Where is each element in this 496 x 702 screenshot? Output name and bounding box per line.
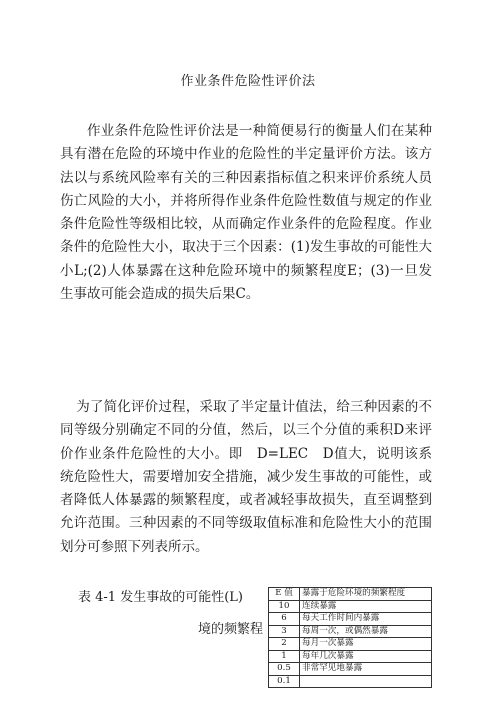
header-frequency: 暴露于危险环境的频繁程度 (300, 588, 432, 601)
cell-frequency: 每年几次暴露 (300, 650, 432, 663)
table-row (269, 638, 432, 651)
header-e-value: E 值 (269, 588, 300, 601)
cell-e-value: 6 (269, 613, 300, 626)
table-row (269, 625, 432, 638)
cell-frequency: 连续暴露 (300, 600, 432, 613)
table-row (269, 675, 432, 688)
paragraph-method: 为了简化评价过程，采取了半定量计值法，给三种因素的不同等级分别确定不同的分值，然后，以三个分值的乘积D来评价作业条件危险性的大小。即 D=LEC D值大，说明该系统危险性大，需要增加安全措施，减少发生事故的可能性，或者降低人体暴露的频繁程度，或者减轻事故损失，直至调整到允许范围。三种因素的不同等级取值标准和危险性大小的范围划分可参照下列表所示。 (60, 399, 432, 555)
cell-e-value: 0.5 (269, 663, 300, 676)
paragraph-intro: 作业条件危险性评价法是一种简便易行的衡量人们在某种具有潜在危险的环境中作业的危险性的半定量评价方法。该方法以与系统风险率有关的三种因素指标值之积来评价系统人员伤亡风险的大小，并将所得作业条件危险性数值与规定的作业条件危险性等级相比较，从而确定作业条件的危险程度。作业条件的危险性大小，取决于三个因素：(1)发生事故的可能性大小L;(2)人体暴露在这种危险环境中的频繁程度E；(3)一旦发生事故可能会造成的损失后果C。 (60, 123, 432, 303)
cell-e-value: 10 (269, 600, 300, 613)
table-row (269, 600, 432, 613)
cell-e-value: 0.1 (269, 675, 300, 688)
table-caption-l: 表 4-1 发生事故的可能性(L) (78, 590, 243, 605)
table-row (269, 650, 432, 663)
cell-e-value: 2 (269, 638, 300, 651)
page-title: 作业条件危险性评价法 (180, 74, 316, 89)
exposure-frequency-table (268, 587, 432, 688)
table-caption-e-partial: 境的频繁程 (198, 622, 264, 637)
cell-frequency: 非常罕见地暴露 (300, 663, 432, 676)
cell-e-value: 1 (269, 650, 300, 663)
cell-frequency: 每天工作时间内暴露 (300, 613, 432, 626)
cell-e-value: 3 (269, 625, 300, 638)
table-row (269, 663, 432, 676)
cell-frequency (300, 675, 432, 688)
table-header-row (269, 588, 432, 601)
cell-frequency: 每月一次暴露 (300, 638, 432, 651)
table-row (269, 613, 432, 626)
cell-frequency: 每周一次，或偶然暴露 (300, 625, 432, 638)
